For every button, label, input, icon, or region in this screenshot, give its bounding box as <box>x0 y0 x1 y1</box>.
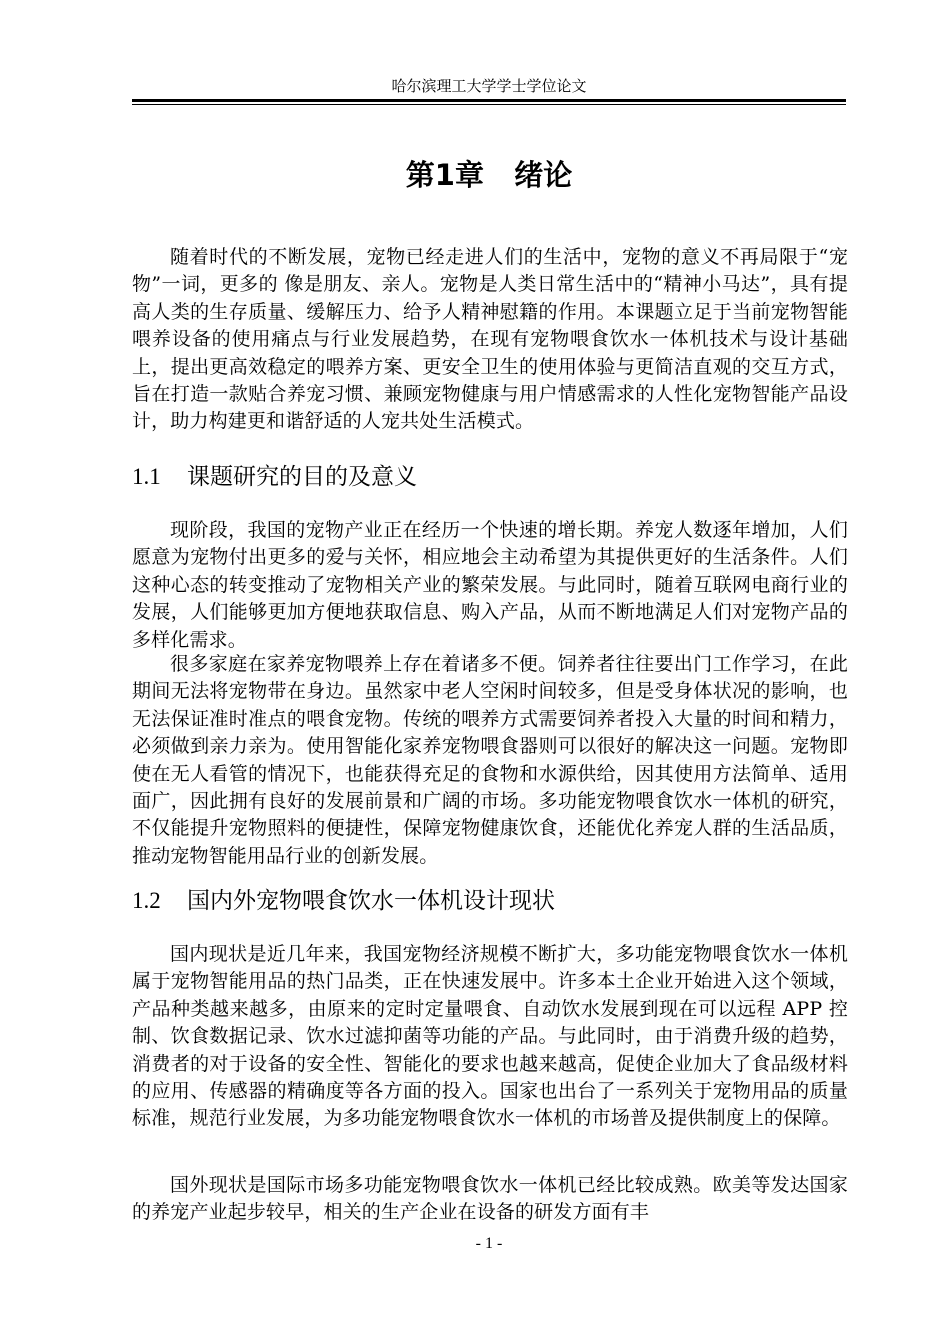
body-paragraph: 国外现状是国际市场多功能宠物喂食饮水一体机已经比较成熟。欧美等发达国家的养宠产业起步较早，相关的生产企业在设备的研发方面有丰 <box>132 1174 848 1224</box>
section-heading-1-2 <box>132 885 846 917</box>
section-number: 1.2 <box>132 888 161 913</box>
running-header: 哈尔滨理工大学学士学位论文 <box>391 77 587 95</box>
intro-paragraph: 随着时代的不断发展，宠物已经走进人们的生活中，宠物的意义不再局限于“宠物”一词，更多的 像是朋友、亲人。宠物是人类日常生活中的“精神小马达”，具有提高人类的生存质量、缓解压力、给予人精神慰籍的作用。本课题立足于当前宠物智能喂养设备的使用痛点与行业发展趋势，在现有宠物喂食饮水一体机技术与设计基础上，提出更高效稳定的喂养方案、更安全卫生的使用体验与更简洁直观的交互方式，旨在打造一款贴合养宠习惯、兼顾宠物健康与用户情感需求的人性化宠物智能产品设计，助力构建更和谐舒适的人宠共处生活模式。 <box>132 246 848 433</box>
section-title: 课题研究的目的及意义 <box>187 464 417 490</box>
section-heading-1-1 <box>132 461 846 493</box>
chapter-title: 第1章 绪论 <box>405 158 573 192</box>
header-rule-thick <box>132 99 846 102</box>
section-title: 国内外宠物喂食饮水一体机设计现状 <box>187 888 555 914</box>
body-paragraph: 现阶段，我国的宠物产业正在经历一个快速的增长期。养宠人数逐年增加，人们愿意为宠物付出更多的爱与关怀，相应地会主动希望为其提供更好的生活条件。人们这种心态的转变推动了宠物相关产业的繁荣发展。与此同时，随着互联网电商行业的发展，人们能够更加方便地获取信息、购入产品，从而不断地满足人们对宠物产品的多样化需求。 <box>132 519 848 651</box>
body-paragraph: 国内现状是近几年来，我国宠物经济规模不断扩大，多功能宠物喂食饮水一体机属于宠物智能用品的热门品类，正在快速发展中。许多本土企业开始进入这个领域，产品种类越来越多，由原来的定时定量喂食、自动饮水发展到现在可以远程 APP 控制、饮食数据记录、饮水过滤抑菌等功能的产品。与此同时，由于消费升级的趋势，消费者的对于设备的安全性、智能化的要求也越来越高，促使企业加大了食品级材料的应用、传感器的精确度等各方面的投入。国家也出台了一系列关于宠物用品的质量标准，规范行业发展，为多功能宠物喂食饮水一体机的市场普及提供制度上的保障。 <box>132 943 848 1130</box>
header-rule-thin <box>132 104 846 105</box>
page-number: - 1 - <box>475 1235 503 1252</box>
section-number: 1.1 <box>132 464 161 489</box>
body-paragraph: 很多家庭在家养宠物喂养上存在着诸多不便。饲养者往往要出门工作学习，在此期间无法将宠物带在身边。虽然家中老人空闲时间较多，但是受身体状况的影响，也无法保证准时准点的喂食宠物。传统的喂养方式需要饲养者投入大量的时间和精力，必须做到亲力亲为。使用智能化家养宠物喂食器则可以很好的解决这一问题。宠物即使在无人看管的情况下，也能获得充足的食物和水源供给，因其使用方法简单、适用面广，因此拥有良好的发展前景和广阔的市场。多功能宠物喂食饮水一体机的研究，不仅能提升宠物照料的便捷性，保障宠物健康饮食，还能优化养宠人群的生活品质，推动宠物智能用品行业的创新发展。 <box>132 653 848 867</box>
